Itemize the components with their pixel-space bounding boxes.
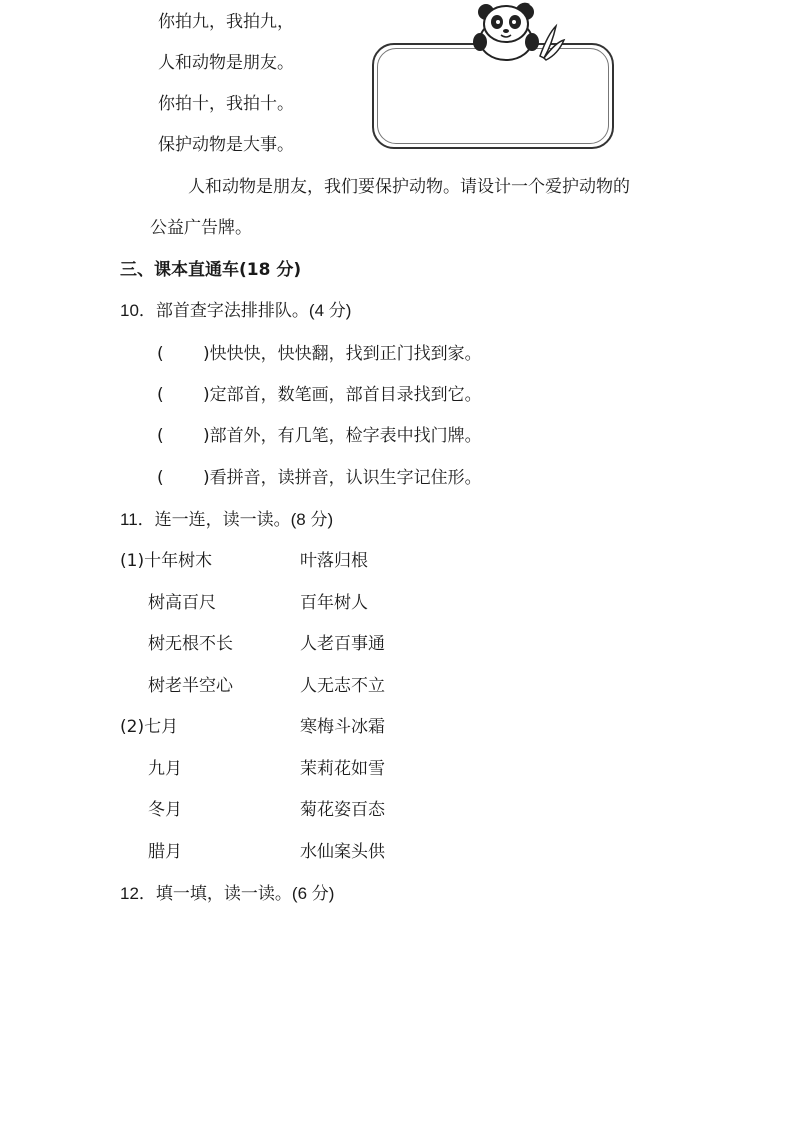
rhyme-line-4: 保护动物是大事。: [158, 135, 294, 155]
q10-item-4: ( )看拼音，读拼音，认识生字记住形。: [157, 468, 482, 488]
q10-item-2: ( )定部首，数笔画，部首目录找到它。: [157, 385, 482, 405]
q10-item-1: ( )快快快，快快翻，找到正门找到家。: [157, 344, 482, 364]
q11-group2-right-2: 茉莉花如雪: [300, 759, 385, 779]
section-3-title: 三、课本直通车(18 分): [120, 260, 302, 280]
question-10-title: 10．部首查字法排排队。(4 分): [120, 301, 352, 320]
q11-group1-right-2: 百年树人: [300, 593, 368, 613]
panda-icon: [456, 0, 566, 62]
q11-group2-right-1: 寒梅斗冰霜: [300, 717, 385, 737]
q11-group2-left-3: 冬月: [148, 800, 182, 820]
q11-group2-right-3: 菊花姿百态: [300, 800, 385, 820]
q11-group2-right-4: 水仙案头供: [300, 842, 385, 862]
q11-group2-left-2: 九月: [148, 759, 182, 779]
q11-group2-left-4: 腊月: [148, 842, 182, 862]
task-instruction-line-2: 公益广告牌。: [150, 218, 252, 238]
q11-group1-left-4: 树老半空心: [148, 676, 233, 696]
q11-group2-left-1: (2)七月: [120, 717, 179, 737]
answer-blank[interactable]: (: [157, 344, 164, 364]
answer-blank[interactable]: (: [157, 385, 164, 405]
question-11-title: 11．连一连，读一读。(8 分): [120, 510, 334, 529]
q11-group1-left-3: 树无根不长: [148, 634, 233, 654]
q11-group1-right-4: 人无志不立: [300, 676, 385, 696]
q11-group1-right-3: 人老百事通: [300, 634, 385, 654]
q11-group1-left-2: 树高百尺: [148, 593, 216, 613]
question-12-title: 12．填一填，读一读。(6 分): [120, 884, 335, 903]
answer-blank[interactable]: (: [157, 468, 164, 488]
q11-group1-left-1: (1)十年树木: [120, 551, 213, 571]
rhyme-line-1: 你拍九，我拍九，: [158, 12, 294, 32]
q11-group1-right-1: 叶落归根: [300, 551, 368, 571]
answer-blank[interactable]: (: [157, 426, 164, 446]
rhyme-line-2: 人和动物是朋友。: [158, 53, 294, 73]
rhyme-line-3: 你拍十，我拍十。: [158, 94, 294, 114]
q10-item-3: ( )部首外，有几笔，检字表中找门牌。: [157, 426, 482, 446]
task-instruction-line-1: 人和动物是朋友，我们要保护动物。请设计一个爱护动物的: [188, 177, 630, 197]
